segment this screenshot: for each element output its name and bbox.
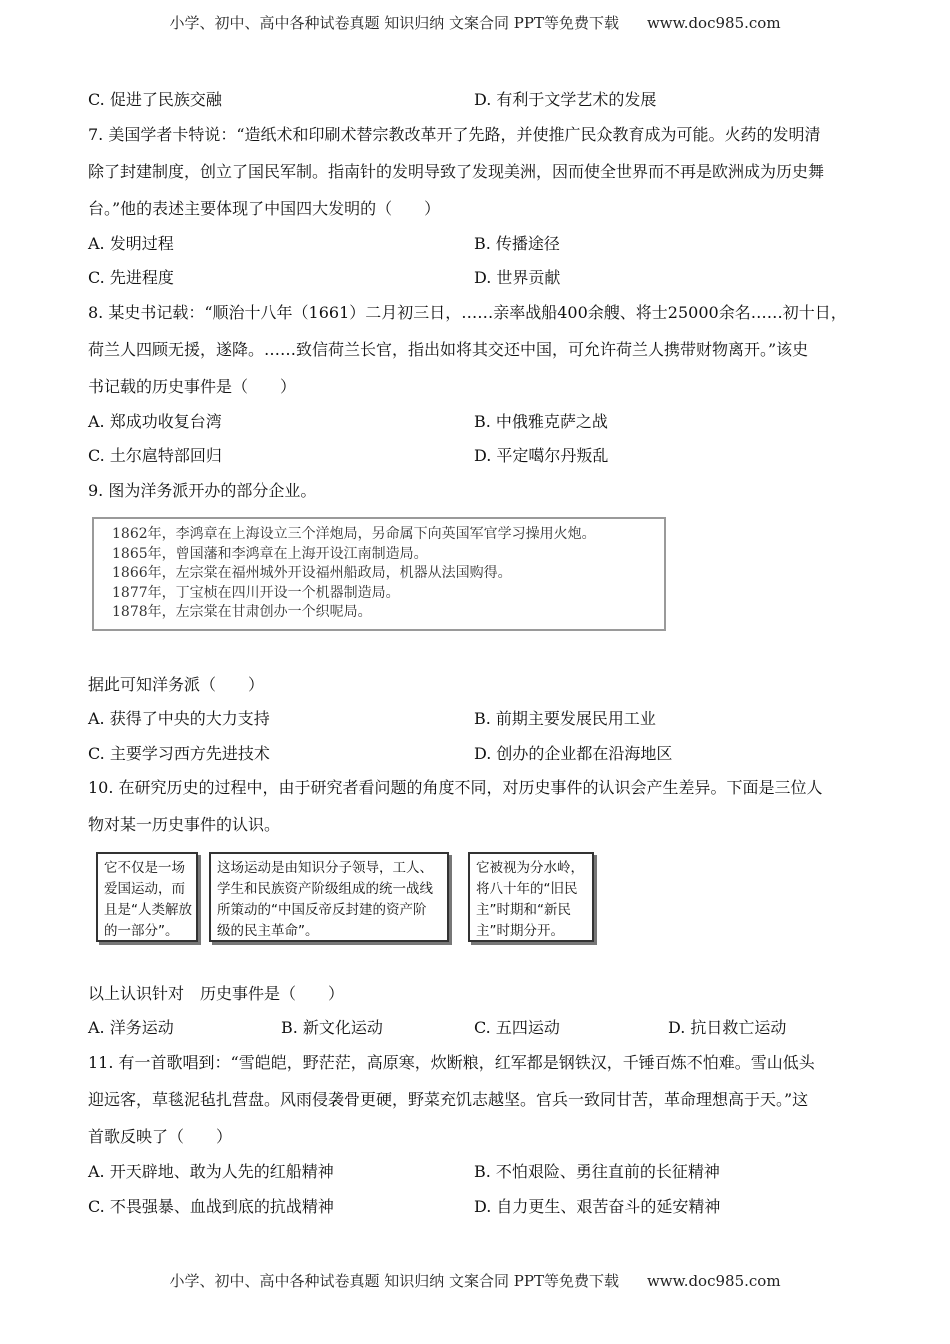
enterprise-entry: 1878年，左宗棠在甘肃创办一个织呢局。 [112,604,372,620]
q7-option-a: A. 发明过程 [88,234,174,253]
q11-option-d: D. 自力更生、艰苦奋斗的延安精神 [474,1197,721,1216]
enterprise-entry: 1862年，李鸿章在上海设立三个洋炮局，另命属下向英国军官学习操用火炮。 [112,526,596,542]
q9-option-c: C. 主要学习西方先进技术 [88,744,270,763]
viewpoint-line: 主”时期和“新民 [476,902,571,918]
enterprise-list-box [92,517,666,631]
header-url[interactable]: www.doc985.com [646,14,781,32]
viewpoint-line: 的一部分”。 [104,923,179,939]
enterprise-entry: 1866年，左宗棠在福州城外开设福州船政局，机器从法国购得。 [112,565,512,581]
q9-question: 据此可知洋务派（ ） [88,675,265,694]
q10-stem-line1: 10. 在研究历史的过程中，由于研究者看问题的角度不同，对历史事件的认识会产生差异。下面是三位人 [88,778,823,797]
q11-option-c: C. 不畏强暴、血战到底的抗战精神 [88,1197,334,1216]
q11-option-b: B. 不怕艰险、勇往直前的长征精神 [474,1162,720,1181]
q11-stem-line3: 首歌反映了（ ） [88,1127,233,1146]
viewpoint-line: 学生和民族资产阶级组成的统一战线 [217,881,433,897]
footer-url[interactable]: www.doc985.com [646,1272,781,1290]
viewpoint-line: 爱国运动，而 [104,881,185,897]
header-text: 小学、初中、高中各种试卷真题 知识归纳 文案合同 PPT等免费下载 [169,14,619,32]
viewpoint-box-2 [209,852,449,942]
viewpoint-box-1 [96,852,198,942]
viewpoint-line: 它被视为分水岭， [476,860,584,876]
page-footer [0,1270,950,1291]
q8-option-b: B. 中俄雅克萨之战 [474,412,608,431]
q9-stem: 9. 图为洋务派开办的部分企业。 [88,481,317,500]
viewpoint-line: 这场运动是由知识分子领导，工人、 [217,860,433,876]
q7-stem-line2: 除了封建制度，创立了国民军制。指南针的发明导致了发现美洲，因而使全世界而不再是欧洲成为历史舞 [88,162,825,181]
q6-option-d: D. 有利于文学艺术的发展 [474,90,657,109]
q9-option-b: B. 前期主要发展民用工业 [474,709,656,728]
viewpoint-line: 所策动的“中国反帝反封建的资产阶 [217,902,427,918]
q8-stem-line3: 书记载的历史事件是（ ） [88,377,297,396]
q11-stem-line1: 11. 有一首歌唱到：“雪皑皑，野茫茫，高原寒，炊断粮，红军都是钢铁汉，千锤百炼不怕难。雪山低头 [88,1053,815,1072]
enterprise-entry: 1877年，丁宝桢在四川开设一个机器制造局。 [112,584,400,601]
q7-option-c: C. 先进程度 [88,268,174,287]
q10-option-c: C. 五四运动 [474,1018,560,1037]
viewpoint-line: 级的民主革命”。 [217,923,319,939]
page-header [0,12,950,33]
q10-option-d: D. 抗日救亡运动 [668,1018,787,1037]
q8-option-d: D. 平定噶尔丹叛乱 [474,446,609,465]
q7-option-d: D. 世界贡献 [474,268,561,287]
viewpoint-line: 将八十年的“旧民 [476,881,578,897]
q11-option-a: A. 开天辟地、敢为人先的红船精神 [88,1162,334,1181]
q7-stem-line3: 台。”他的表述主要体现了中国四大发明的（ ） [88,199,441,218]
q7-stem-line1: 7. 美国学者卡特说：“造纸术和印刷术替宗教改革开了先路，并使推广民众教育成为可能。火药的发明清 [88,125,821,144]
q9-option-d: D. 创办的企业都在沿海地区 [474,744,673,763]
viewpoint-line: 主”时期分开。 [476,923,564,939]
q10-option-a: A. 洋务运动 [88,1018,174,1037]
q8-option-a: A. 郑成功收复台湾 [88,412,222,431]
q10-stem-line2: 物对某一历史事件的认识。 [88,815,281,834]
q11-stem-line2: 迎远客，草毯泥毡扎营盘。风雨侵袭骨更硬，野菜充饥志越坚。官兵一致同甘苦，革命理想高于天。”这 [88,1090,809,1109]
q8-option-c: C. 土尔扈特部回归 [88,446,222,465]
q8-stem-line2: 荷兰人四顾无援，遂降。……致信荷兰长官，指出如将其交还中国，可允许荷兰人携带财物离开。”该史 [88,340,809,359]
viewpoint-line: 它不仅是一场 [104,860,185,876]
q10-option-b: B. 新文化运动 [281,1018,383,1037]
footer-text: 小学、初中、高中各种试卷真题 知识归纳 文案合同 PPT等免费下载 [169,1272,619,1290]
q10-question: 以上认识针对 历史事件是（ ） [88,984,345,1003]
viewpoint-box-3 [468,852,594,942]
q7-option-b: B. 传播途径 [474,234,560,253]
q9-option-a: A. 获得了中央的大力支持 [88,709,270,728]
enterprise-entry: 1865年，曾国藩和李鸿章在上海开设江南制造局。 [112,545,428,562]
q6-option-c: C. 促进了民族交融 [88,90,222,109]
viewpoint-line: 且是“人类解放 [104,902,192,918]
q8-stem-line1: 8. 某史书记载：“顺治十八年（1661）二月初三日，……亲率战船400余艘、将士25000余名……初十日， [88,303,847,322]
